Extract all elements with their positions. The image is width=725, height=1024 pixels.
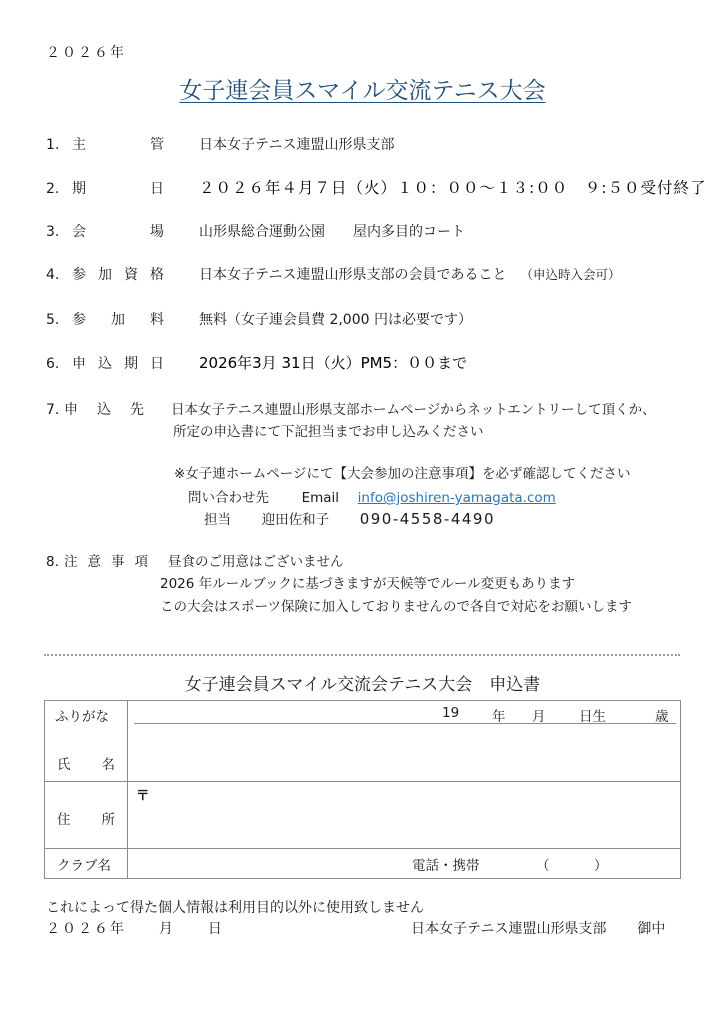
email-label: Email [301,490,340,506]
signature-date [46,918,224,938]
item-note: （申込時入会可） [520,267,621,282]
item-number: 1. [46,137,60,153]
note-line: 2026 年ルールブックに基づきますが天候等でルール変更もあります [160,576,576,592]
notice-text: ※女子連ホームページにて【大会参加の注意事項】を必ず確認してください [174,466,631,482]
item-label: 会 場 [72,224,164,240]
item-date [46,176,706,198]
phone-paren-close: ） [594,858,608,874]
person-label: 担当 [204,512,231,528]
birth-era: 19 [442,705,460,721]
birth-year-label: 年 [492,709,506,725]
item-number: 8. [46,554,59,570]
item-label: 主 管 [72,137,164,153]
item-number: 4. [46,267,60,283]
item-application [46,398,656,419]
item-venue [46,221,465,241]
item-notes [46,550,344,570]
item-organizer [46,134,394,154]
item-label: 期 日 [72,181,164,197]
club-label: クラブ名 [57,858,111,874]
age-label: 歳 [655,709,669,725]
item-label: 申 込 先 [64,402,144,418]
item-label: 申 込 期 日 [72,356,164,372]
recipient-line [411,918,665,938]
address-label-cell [45,782,128,849]
address-entry-cell[interactable] [128,782,681,849]
item-label: 参 加 資 格 [72,267,164,283]
item-value: 日本女子テニス連盟山形県支部ホームページからネットエントリーして頂くか、 [171,402,656,418]
item-label: 注 意 事 項 [64,554,148,570]
page-title: 女子連会員スマイル交流テニス大会 [179,78,546,104]
contact-person-row [204,508,495,528]
item-label: 参 加 料 [72,312,164,328]
inquiry-label: 問い合わせ先 [188,490,269,506]
item-number: 3. [46,224,60,240]
application-form-table [44,700,681,879]
item-number: 2. [46,181,60,197]
note-line: 昼食のご用意はございません [168,554,344,570]
item-fee [46,309,472,329]
name-label: 氏 名 [57,757,115,773]
item-value: 日本女子テニス連盟山形県支部の会員であること [199,267,507,283]
birth-day-label: 日生 [579,709,606,725]
date-year: ２０２６年 [46,921,126,937]
document-year: ２０２６年 [46,45,126,61]
item-number: 6. [46,356,60,372]
honorific: 御中 [637,921,666,937]
name-input[interactable] [134,725,676,779]
item-value: 日本女子テニス連盟山形県支部 [199,137,395,153]
item-value: 無料（女子連会員費 2,000 円は必要です） [199,312,472,328]
postal-mark: 〒 [136,788,150,804]
item-value: 2026年3月 31日（火）PM5：００まで [199,354,468,372]
contact-row [188,486,556,506]
phone-label: 電話・携帯 [412,858,480,874]
date-month: 月 [158,921,175,937]
name-label-cell [45,701,128,782]
furigana-label: ふりがな [55,709,109,725]
item-number: 5. [46,312,60,328]
cut-line-divider [44,654,680,656]
address-label: 住 所 [57,812,115,828]
club-label-cell [45,849,128,879]
item-value-line2: 所定の申込書にて下記担当までお申し込みください [173,424,484,440]
item-deadline [46,352,467,373]
date-day: 日 [207,921,224,937]
phone-number: 090-4558-4490 [359,510,495,528]
item-value: ２０２６年４月７日（火）１０：００～１３:００ ９:５０受付終了 [199,179,707,197]
birth-month-label: 月 [532,709,546,725]
recipient-org: 日本女子テニス連盟山形県支部 [411,921,607,937]
club-entry-cell[interactable] [128,849,681,879]
item-value: 山形県総合運動公園 屋内多目的コート [199,224,465,240]
item-number: 7. [46,402,60,418]
phone-paren-open: （ [536,858,550,874]
privacy-notice: これによって得た個人情報は利用目的以外に使用致しません [46,900,424,916]
person-name: 迎田佐和子 [261,512,330,528]
note-line: この大会はスポーツ保険に加入しておりませんので各自で対応をお願いします [160,599,632,615]
form-title: 女子連会員スマイル交流会テニス大会 申込書 [184,675,541,695]
item-eligibility [46,264,620,284]
email-link[interactable]: info@joshiren-yamagata.com [357,490,556,506]
name-entry-cell [128,701,681,782]
